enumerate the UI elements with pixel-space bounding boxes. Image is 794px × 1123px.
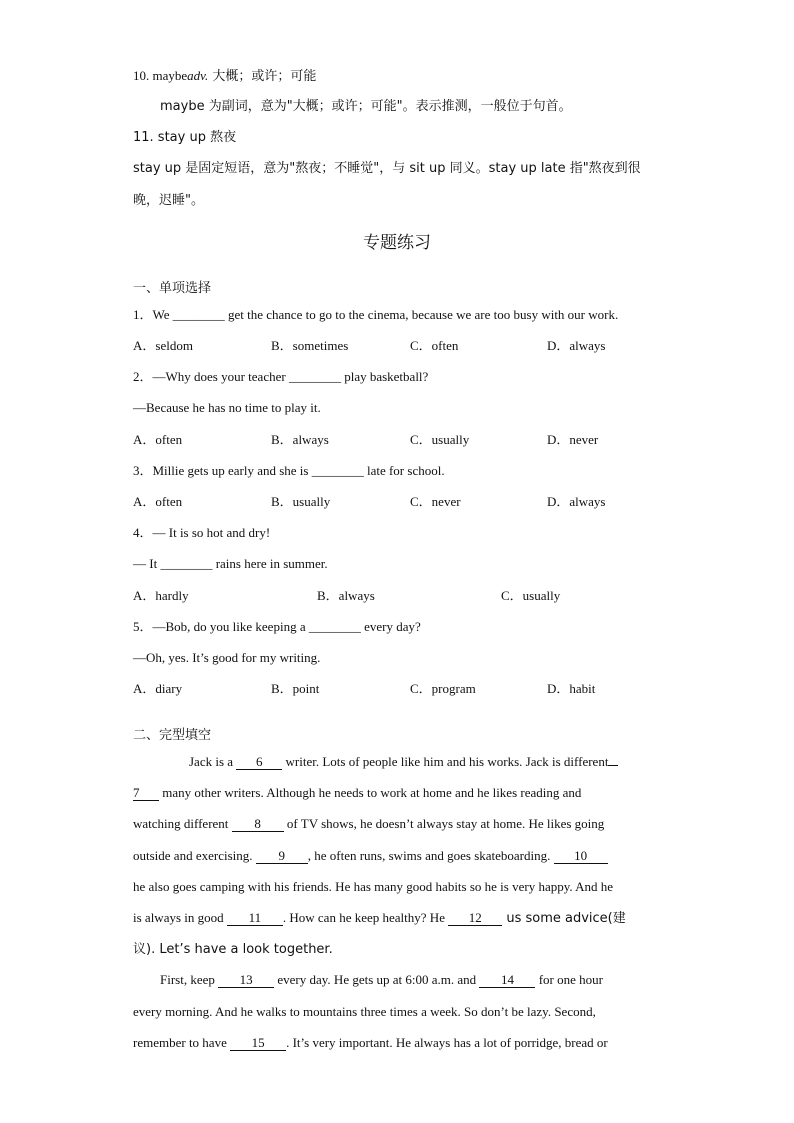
cloze-text: watching different xyxy=(133,816,232,831)
q3-option-a[interactable]: A．often xyxy=(133,494,183,509)
cloze-blank-14[interactable]: 14 xyxy=(479,973,535,988)
cloze-blank-11[interactable]: 11 xyxy=(227,911,283,926)
cloze-text: outside and exercising. xyxy=(133,848,256,863)
question-4: 4．— It is so hot and dry! xyxy=(133,525,271,540)
q3-option-d[interactable]: D．always xyxy=(547,494,606,509)
question-text: rains here in summer. xyxy=(212,556,328,571)
q2-option-c[interactable]: C．usually xyxy=(410,432,470,447)
cloze-line xyxy=(133,784,581,802)
cloze-text: every day. He gets up at 6:00 a.m. and xyxy=(274,972,480,987)
cloze-text: of TV shows, he doesn’t always stay at home. He likes going xyxy=(283,816,605,831)
q1-option-a[interactable]: A．seldom xyxy=(133,338,193,353)
answer-blank[interactable]: ________ xyxy=(172,307,225,322)
cloze-blank-7-lead xyxy=(608,765,618,766)
question-4-reply xyxy=(133,555,328,573)
question-text: 5．—Bob, do you like keeping a xyxy=(133,619,309,634)
q5-option-d[interactable]: D．habit xyxy=(547,681,596,696)
q5-option-c[interactable]: C．program xyxy=(410,681,476,696)
cloze-line xyxy=(133,940,333,959)
q1-option-c[interactable]: C．often xyxy=(410,338,459,353)
cloze-blank-9[interactable]: 9 xyxy=(256,849,308,864)
cloze-line xyxy=(133,847,608,865)
cloze-line xyxy=(133,909,626,928)
answer-blank[interactable]: ________ xyxy=(308,619,361,634)
cloze-blank-10[interactable]: 10 xyxy=(554,849,608,864)
question-2-reply: —Because he has no time to play it. xyxy=(133,400,321,415)
cloze-blank-12[interactable]: 12 xyxy=(448,911,502,926)
answer-blank[interactable]: ________ xyxy=(160,556,213,571)
note-10-body: maybe 为副词，意为"大概；或许；可能"。表示推测，一般位于句首。 xyxy=(160,99,572,114)
cloze-blank-13[interactable]: 13 xyxy=(218,973,274,988)
cloze-text: is always in good xyxy=(133,910,227,925)
cloze-line xyxy=(189,753,618,771)
cloze-blank-15[interactable]: 15 xyxy=(230,1036,286,1051)
note-10-pos: adv. xyxy=(187,68,209,83)
note-11-body-2: 晚，迟睡"。 xyxy=(133,193,204,208)
cloze-text: . It’s very important. He always has a lot of porridge, bread or xyxy=(286,1035,608,1050)
cloze-text: , he often runs, swims and goes skateboarding. xyxy=(307,848,554,863)
cloze-text: 议). Let’s have a look together. xyxy=(133,942,333,957)
q2-option-d[interactable]: D．never xyxy=(547,432,599,447)
question-text: late for school. xyxy=(363,463,445,478)
q4-option-b[interactable]: B．always xyxy=(317,588,375,603)
note-11-body-1: stay up 是固定短语，意为"熬夜；不睡觉"，与 sit up 同义。stay up late 指"熬夜到很 xyxy=(133,161,641,176)
cloze-line xyxy=(160,971,603,989)
q5-option-b[interactable]: B．point xyxy=(271,681,320,696)
q2-option-a[interactable]: A．often xyxy=(133,432,183,447)
cloze-line xyxy=(133,1034,608,1052)
cloze-text: . How can he keep healthy? He xyxy=(282,910,449,925)
section-title: 专题练习 xyxy=(363,233,431,253)
cloze-line: he also goes camping with his friends. He has many good habits so he is very happy. And he xyxy=(133,879,614,894)
answer-blank[interactable]: ________ xyxy=(311,463,364,478)
question-text: 1．We xyxy=(133,307,173,322)
q3-option-b[interactable]: B．usually xyxy=(271,494,331,509)
question-text: — It xyxy=(133,556,161,571)
question-3 xyxy=(133,462,445,480)
answer-blank[interactable]: ________ xyxy=(288,369,341,384)
question-2 xyxy=(133,368,428,386)
note-10-word: 10. maybe xyxy=(133,68,188,83)
question-text: 3．Millie gets up early and she is xyxy=(133,463,312,478)
q1-option-b[interactable]: B．sometimes xyxy=(271,338,349,353)
question-text: play basketball? xyxy=(340,369,429,384)
cloze-text: for one hour xyxy=(535,972,603,987)
note-10-meaning: 大概；或许；可能 xyxy=(208,69,317,84)
cloze-blank-8[interactable]: 8 xyxy=(232,817,284,832)
cloze-blank-6[interactable]: 6 xyxy=(236,755,282,770)
part2-heading: 二、完型填空 xyxy=(133,728,212,743)
cloze-line: every morning. And he walks to mountains three times a week. So don’t be lazy. Second, xyxy=(133,1004,596,1019)
q3-option-c[interactable]: C．never xyxy=(410,494,461,509)
part1-heading: 一、单项选择 xyxy=(133,281,212,296)
question-text: get the chance to go to the cinema, because we are too busy with our work. xyxy=(224,307,619,322)
cloze-blank-7[interactable]: 7 xyxy=(133,786,159,801)
cloze-text: First, keep xyxy=(160,972,219,987)
question-text: every day? xyxy=(360,619,421,634)
note-11-heading: 11. stay up 熬夜 xyxy=(133,130,237,145)
question-text: 2．—Why does your teacher xyxy=(133,369,289,384)
cloze-line xyxy=(133,815,604,833)
cloze-text: remember to have xyxy=(133,1035,231,1050)
q1-option-d[interactable]: D．always xyxy=(547,338,606,353)
q2-option-b[interactable]: B．always xyxy=(271,432,329,447)
cloze-text: us some advice(建 xyxy=(502,911,626,926)
cloze-text: writer. Lots of people like him and his works. Jack is different xyxy=(282,754,609,769)
question-1 xyxy=(133,306,618,324)
note-10-heading xyxy=(133,67,316,86)
q5-option-a[interactable]: A．diary xyxy=(133,681,183,696)
q4-option-a[interactable]: A．hardly xyxy=(133,588,189,603)
cloze-text: Jack is a xyxy=(189,754,237,769)
question-5-reply: —Oh, yes. It’s good for my writing. xyxy=(133,650,321,665)
question-5 xyxy=(133,618,421,636)
cloze-text: many other writers. Although he needs to work at home and he likes reading and xyxy=(159,785,582,800)
q4-option-c[interactable]: C．usually xyxy=(501,588,561,603)
